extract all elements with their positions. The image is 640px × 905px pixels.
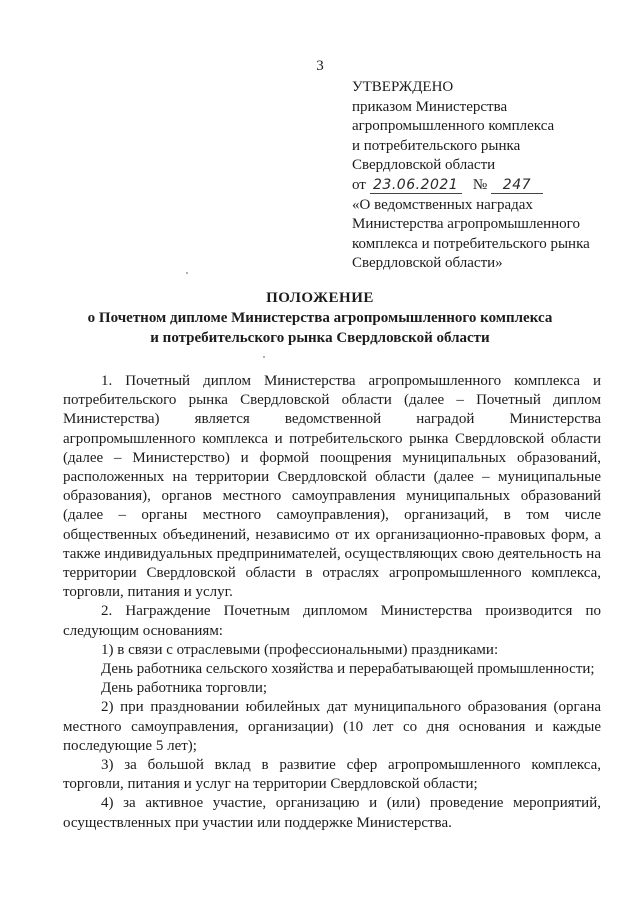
paragraph: 2. Награждение Почетным дипломом Министерства производится по следующим основаниям: — [63, 603, 601, 639]
approval-reference: Министерства агропромышленного — [352, 216, 580, 233]
handwritten-date: 23.06.2021 — [370, 178, 462, 194]
approval-date-line — [352, 176, 612, 196]
approval-reference: Свердловской области» — [352, 255, 503, 272]
approval-line: Свердловской области — [352, 157, 496, 174]
approval-reference: комплекса и потребительского рынка — [352, 235, 590, 252]
approval-line: приказом Министерства — [352, 98, 508, 115]
approval-heading: УТВЕРЖДЕНО — [352, 79, 454, 95]
number-prefix: № — [472, 176, 488, 193]
document-title — [0, 288, 640, 348]
scan-speck — [186, 272, 188, 274]
title-main: ПОЛОЖЕНИЕ — [266, 290, 374, 306]
scan-speck — [263, 356, 265, 358]
paragraph: 2) при праздновании юбилейных дат муниципального образования (органа местного самоуправления, организации) (10 лет со дня основания и каждые последующие 5 лет); — [63, 699, 601, 754]
title-sub: о Почетном дипломе Министерства агропромышленного комплекса — [87, 310, 553, 326]
paragraph: 1. Почетный диплом Министерства агропромышленного комплекса и потребительского рынка Свердловской области (далее – Почетный диплом Министерства) является ведомственной наградой Министерства агропромышленного комплекса и потребительского рынка Свердловской области (далее – Министерство) и формой поощрения муниципальных образований, расположенных на территории Свердловской области (далее – муниципальные образования), органов местного самоуправления муниципальных образований (далее – органы местного самоуправления), организаций, в том числе общественных объединений, независимо от их организационно-правовых форм, а также индивидуальных предпринимателей, осуществляющих свою деятельность на территории Свердловской области в отраслях агропромышленного комплекса, торговли, питания и услуг. — [63, 373, 601, 601]
paragraph: 4) за активное участие, организацию и (или) проведение мероприятий, осуществленных при участии или поддержке Министерства. — [63, 795, 601, 831]
paragraph: 3) за большой вклад в развитие сфер агропромышленного комплекса, торговли, питания и услуг на территории Свердловской области; — [63, 757, 601, 793]
paragraph: 1) в связи с отраслевыми (профессиональными) праздниками: — [101, 641, 499, 658]
paragraph: День работника торговли; — [101, 680, 268, 697]
approval-line: и потребительского рынка — [352, 137, 521, 154]
page-number: 3 — [316, 58, 324, 74]
date-prefix: от — [352, 176, 366, 193]
approval-stamp — [352, 78, 612, 274]
document-body — [63, 372, 601, 833]
paragraph: День работника сельского хозяйства и перерабатывающей промышленности; — [101, 661, 595, 678]
handwritten-number: 247 — [491, 178, 543, 194]
title-sub: и потребительского рынка Свердловской области — [150, 330, 490, 346]
approval-reference: «О ведомственных наградах — [352, 196, 533, 213]
approval-line: агропромышленного комплекса — [352, 118, 555, 135]
